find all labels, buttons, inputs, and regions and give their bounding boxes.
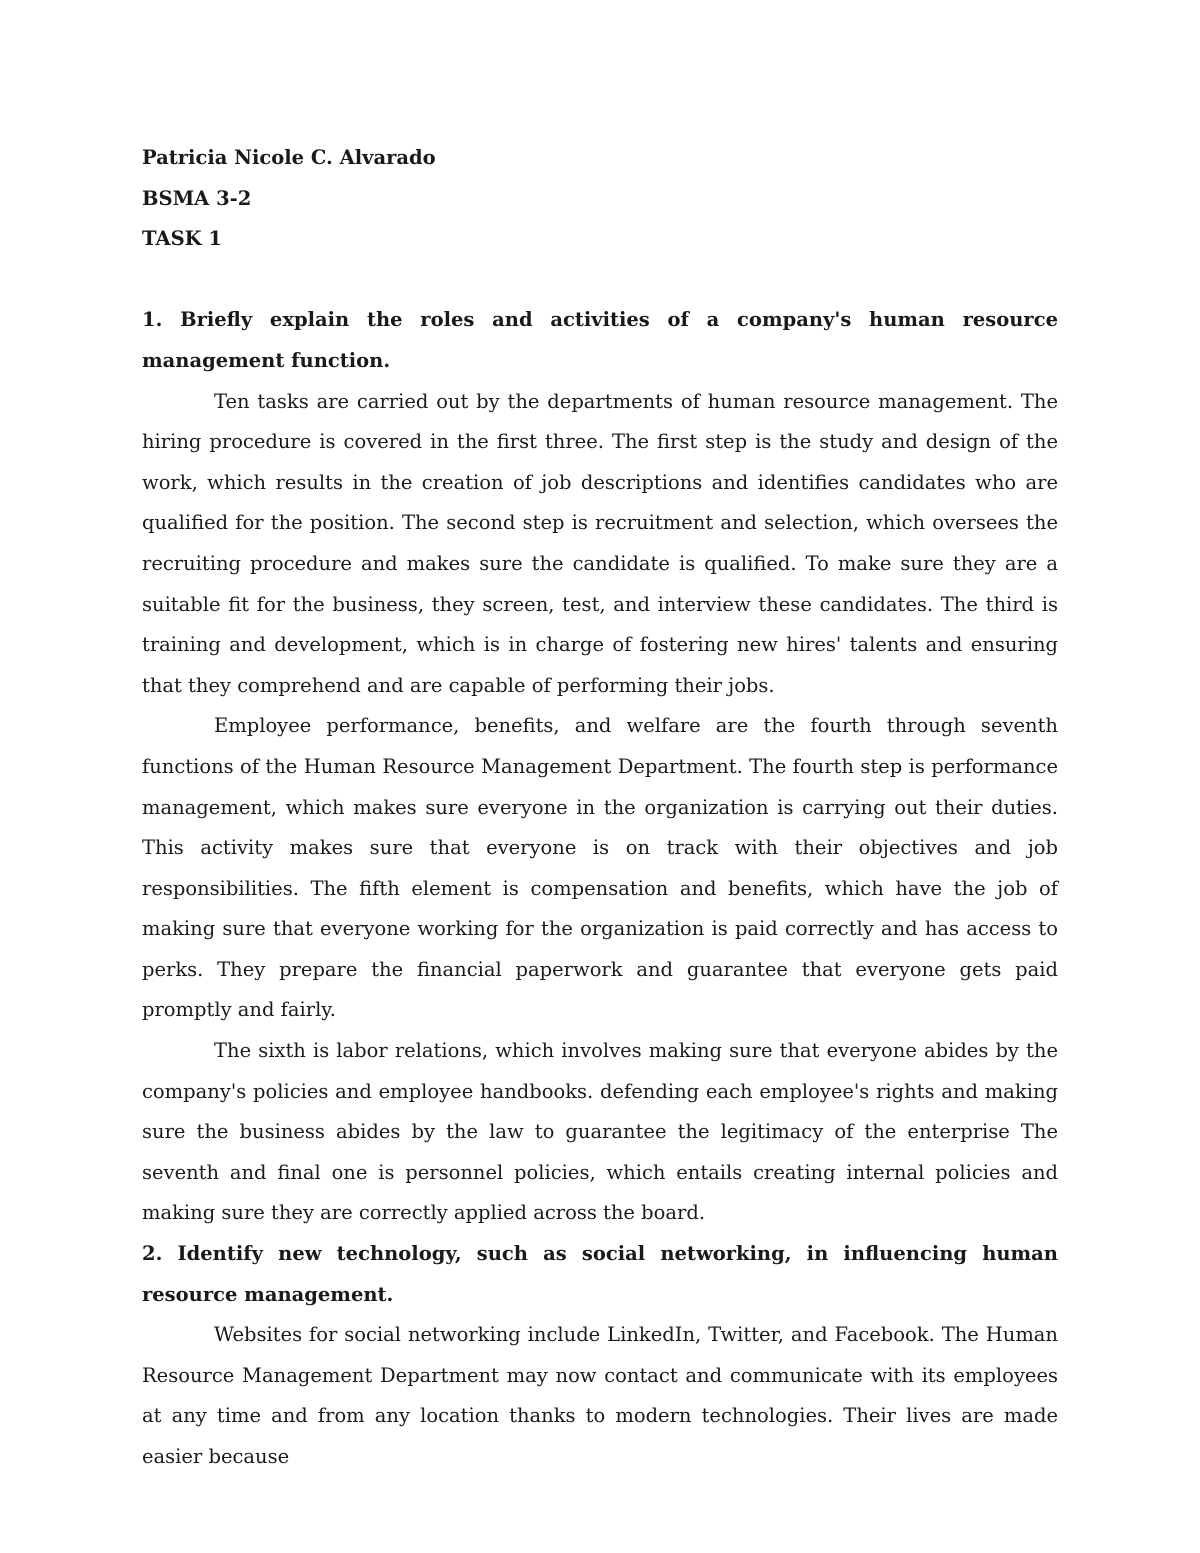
answer-1-paragraph-3: The sixth is labor relations, which involves making sure that everyone abides by the company's policies and employee handbooks. defending each employee's rights and making sure the business abides by the law to guarantee the legitimacy of the enterprise The seventh and final one is personnel policies, which entails creating internal policies and making sure they are correctly applied across the board. bbox=[142, 1039, 1058, 1225]
author-name: Patricia Nicole C. Alvarado bbox=[142, 146, 436, 169]
answer-1-paragraph-1: Ten tasks are carried out by the departments of human resource management. The hiring procedure is covered in the first three. The first step is the study and design of the work, which results in the creation of job descriptions and identifies candidates who are qualified for the position. The second step is recruitment and selection, which oversees the recruiting procedure and makes sure the candidate is qualified. To make sure they are a suitable fit for the business, they screen, test, and interview these candidates. The third is training and development, which is in charge of fostering new hires' talents and ensuring that they comprehend and are capable of performing their jobs. bbox=[142, 389, 1058, 697]
answer-2-paragraph-1: Websites for social networking include LinkedIn, Twitter, and Facebook. The Human Resource Management Department may now contact and communicate with its employees at any time and from any location thanks to modern technologies. Their lives are made easier because bbox=[142, 1323, 1058, 1468]
class-section: BSMA 3-2 bbox=[142, 186, 252, 210]
task-title: TASK 1 bbox=[142, 227, 222, 251]
answer-1-paragraph-2: Employee performance, benefits, and welfare are the fourth through seventh functions of the Human Resource Management Department. The fourth step is performance management, which makes sure everyone in the organization is carrying out their duties. This activity makes sure that everyone is on track with their objectives and job responsibilities. The fifth element is compensation and benefits, which have the job of making sure that everyone working for the organization is paid correctly and has access to perks. They prepare the financial paperwork and guarantee that everyone gets paid promptly and fairly. bbox=[142, 714, 1058, 1022]
spacer bbox=[142, 260, 1058, 301]
question-1-prompt: 1. Briefly explain the roles and activities of a company's human resource management function. bbox=[142, 308, 1058, 372]
document-page bbox=[142, 138, 1058, 1478]
question-2-prompt: 2. Identify new technology, such as social networking, in influencing human resource management. bbox=[142, 1242, 1058, 1306]
